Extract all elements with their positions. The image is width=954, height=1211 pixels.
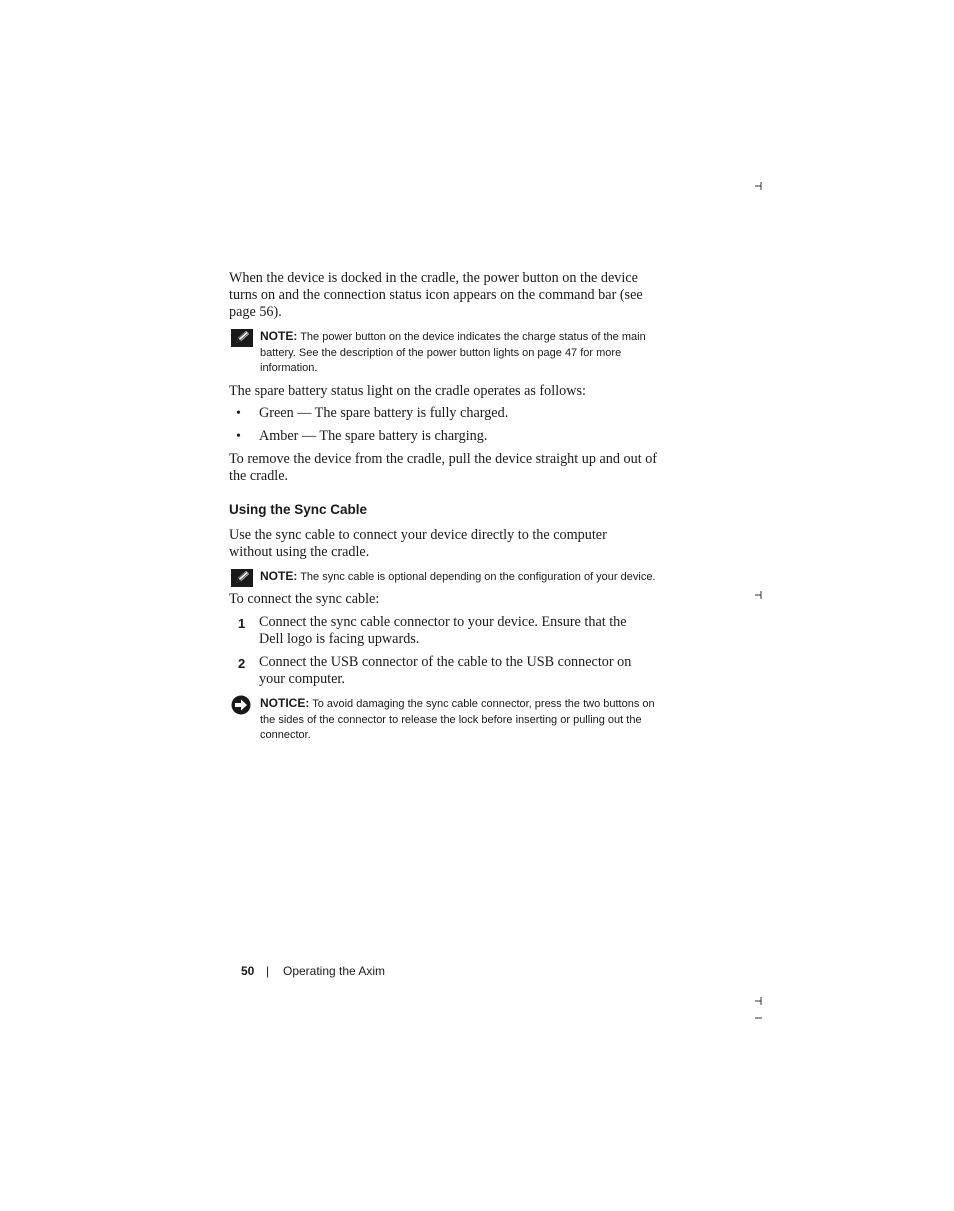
step-item (236, 654, 656, 688)
note-sync-optional (260, 569, 730, 586)
bullet-glyph: • (236, 429, 241, 444)
notice-text: To avoid damaging the sync cable connector, press the two buttons on the sides of the connector to release the lock before inserting or pulling out the connector. (260, 698, 655, 741)
footer-section-title: Operating the Axim (283, 964, 386, 978)
notice-sync-connector (260, 696, 670, 744)
step-text: Connect the sync cable connector to your device. Ensure that the Dell logo is facing upwards. (259, 614, 627, 647)
notice-icon (231, 695, 251, 715)
note-icon (231, 329, 253, 347)
notice-label: NOTICE: (260, 696, 310, 710)
step-item (236, 614, 656, 648)
paragraph-to-connect: To connect the sync cable: (229, 591, 380, 607)
paragraph-remove: To remove the device from the cradle, pull the device straight up and out of the cradle. (229, 451, 658, 484)
note-text: The power button on the device indicates the charge status of the main battery. See the description of the power button lights on page 47 for more information. (260, 331, 646, 374)
note-text: The sync cable is optional depending on the configuration of your device. (300, 571, 656, 583)
note-icon (231, 569, 253, 587)
step-text: Connect the USB connector of the cable to the USB connector on your computer. (259, 654, 632, 687)
paragraph-spare-battery: The spare battery status light on the cradle operates as follows: (229, 383, 586, 399)
step-number: 2 (238, 656, 246, 671)
footer-separator: | (266, 964, 270, 978)
paragraph-sync-intro: Use the sync cable to connect your device directly to the computer without using the cradle. (229, 527, 607, 560)
note-label: NOTE: (260, 569, 298, 583)
note-label: NOTE: (260, 329, 298, 343)
bullet-text: Green — The spare battery is fully charged. (259, 405, 509, 421)
bullet-glyph: • (236, 406, 241, 421)
crop-mark-middle (753, 589, 765, 599)
page-number: 50 (241, 964, 255, 978)
section-heading: Using the Sync Cable (229, 502, 368, 517)
crop-mark-top (753, 180, 765, 190)
crop-mark-bottom (753, 995, 765, 1021)
step-number: 1 (238, 616, 246, 631)
note-power-button (260, 329, 660, 377)
paragraph-docked: When the device is docked in the cradle, the power button on the device turns on and the connection status icon appears on the command bar (see page 56). (229, 270, 643, 320)
bullet-text: Amber — The spare battery is charging. (259, 428, 488, 444)
